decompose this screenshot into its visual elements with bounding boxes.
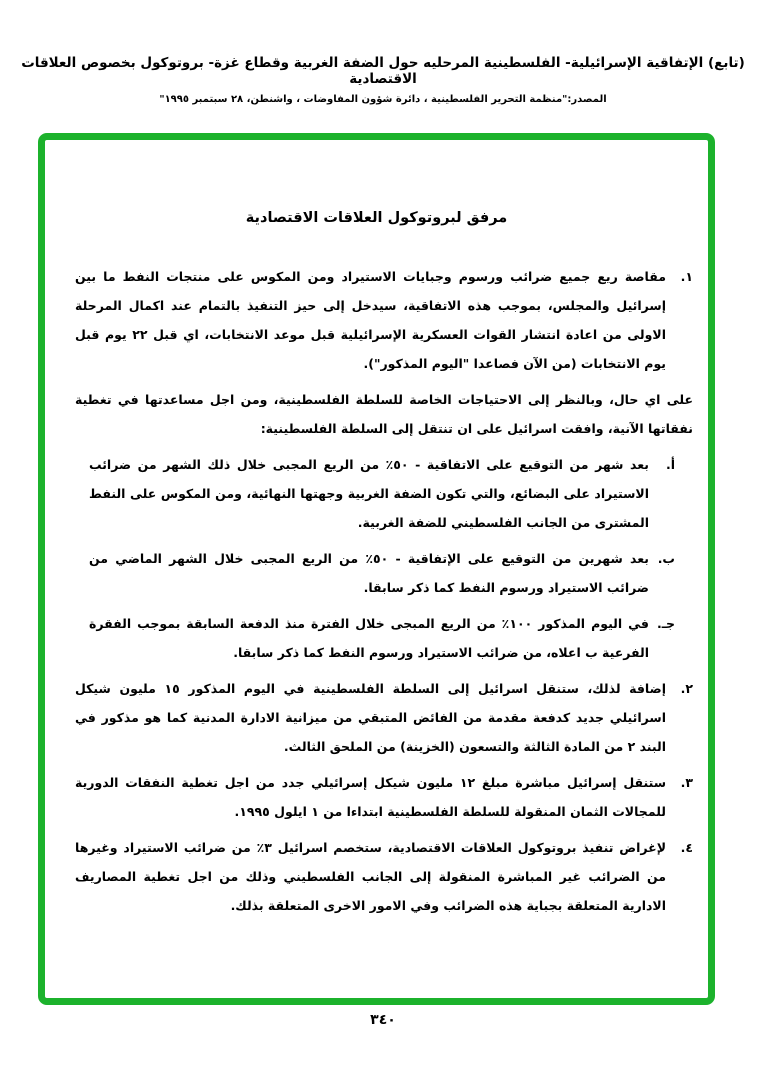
sub-item-b-number: ب. [657, 551, 675, 566]
list-item-2 [75, 674, 693, 761]
sub-item-j [75, 609, 675, 667]
sub-item-a-number: أ. [665, 457, 675, 472]
list-item-2-number: ٢. [680, 681, 693, 696]
annex-body [45, 262, 708, 920]
page-number: ٣٤٠ [370, 1012, 396, 1028]
paragraph-transitional: على اي حال، وبالنظر إلى الاحتياجات الخاصة للسلطة الفلسطينية، ومن اجل مساعدتها في تغطية نفقاتها الآنية، وافقت اسرائيل على ان تنتقل إلى السلطة الفلسطينية: [75, 392, 693, 436]
list-item-3 [75, 768, 693, 826]
sub-item-j-text: في اليوم المذكور ١٠٠٪ من الريع المبجى خلال الفترة منذ الدفعة السابقة بموجب الفقرة الفرعية ب اعلاه، من ضرائب الاستيراد ورسوم النفط كما ذكر سابقا. [89, 616, 649, 660]
green-border-frame [38, 133, 715, 1005]
sub-item-b-text: بعد شهرين من التوقيع على الإتفاقية - ٥٠٪ من الريع المجبى خلال الشهر الماضي من ضرائب الاستيراد ورسوم النفط كما ذكر سابقا. [89, 551, 649, 595]
list-item-3-text: ستنقل إسرائيل مباشرة مبلغ ١٢ مليون شيكل إسرائيلي جدد من اجل تغطية النفقات الدورية للمجالات الثمان المنقولة للسلطة الفلسطينية ابتداءا من ١ ايلول ١٩٩٥. [75, 775, 666, 819]
list-item-4 [75, 833, 693, 920]
list-item-4-number: ٤. [680, 840, 693, 855]
list-item-2-text: إضافة لذلك، ستنقل اسرائيل إلى السلطة الفلسطينية في اليوم المذكور ١٥ مليون شيكل اسرائيلي جديد كدفعة مقدمة من الفائض المتبقي من ميزانية الادارة المدنية كما هو مذكور في البند ٢ من المادة الثالثة والتسعون (الخزينة) من الملحق الثالث. [75, 681, 666, 754]
sub-item-b [75, 544, 675, 602]
sub-item-a [75, 450, 675, 537]
page-header [0, 55, 766, 105]
list-item-4-text: لإغراض تنفيذ بروتوكول العلاقات الاقتصادية، ستخصم اسرائيل ٣٪ من ضرائب الاستيراد وغيرها من الضرائب غير المباشرة المنقولة إلى الجانب الفلسطيني وذلك من اجل تغطية المصاريف الادارية المتعلقة بجباية هذه الضرائب وفي الامور الاخرى المتعلقة بذلك. [75, 840, 667, 913]
list-item-1-number: ١. [680, 269, 693, 284]
annex-title: مرفق لبروتوكول العلاقات الاقتصادية [245, 210, 508, 226]
document-continuation-title: (تابع) الإتفاقية الإسرائيلية- الفلسطينية المرحليه حول الضفة الغربية وقطاع غزة- بروتوكول بخصوص العلاقات الاقتصادية [21, 55, 745, 87]
list-item-1 [75, 262, 693, 378]
document-source-line: المصدر:"منظمة التحرير الفلسطينية ، دائرة شؤون المفاوضات ، واشنطن، ٢٨ سبتمبر ١٩٩٥" [159, 94, 607, 105]
sub-item-j-number: جـ. [656, 616, 675, 631]
sub-item-a-text: بعد شهر من التوقيع على الاتفاقية - ٥٠٪ من الريع المجبى خلال ذلك الشهر من ضرائب الاستيراد على البضائع، والتي تكون الضفة الغربية وجهتها النهائية، ومن المكوس على النفط المشترى من الجانب الفلسطيني للضفة الغربية. [89, 457, 649, 530]
list-item-3-number: ٣. [680, 775, 693, 790]
list-item-1-text: مقاصة ريع جميع ضرائب ورسوم وجبايات الاستيراد ومن المكوس على منتجات النفط ما بين إسرائيل والمجلس، بموجب هذه الاتفاقية، سيدخل إلى حيز التنفيذ بالتمام عند اكمال المرحلة الاولى من اعادة انتشار القوات العسكرية الإسرائيلية قبل موعد الانتخابات، اي قبل ٢٢ يوم قبل يوم الانتخابات (من الآن فصاعدا "اليوم المذكور"). [75, 269, 666, 371]
